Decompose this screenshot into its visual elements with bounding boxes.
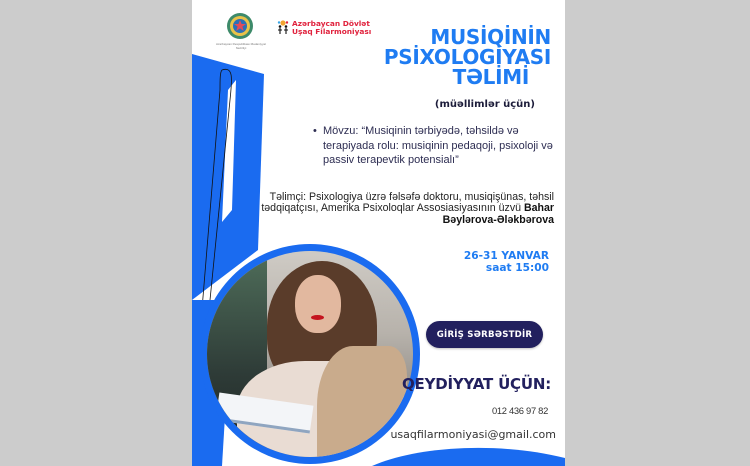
topic-text: Mövzu: “Musiqinin tərbiyədə, təhsildə və terapiyada rolu: musiqinin pedaqoji, psixoloji və passiv terapevtik potensialı” <box>323 125 553 166</box>
registration-email[interactable]: usaqfilarmoniyasi@gmail.com <box>390 428 556 441</box>
registration-phone[interactable]: 012 436 97 82 <box>491 405 548 416</box>
topic-block <box>312 124 557 168</box>
event-title <box>384 27 551 87</box>
state-emblem-icon <box>226 12 254 40</box>
event-time: saat 15:00 <box>485 262 549 275</box>
emblem-caption: Azərbaycan Respublikası Mədəniyyət Nazirliyi <box>215 42 267 50</box>
event-dates: 26-31 YANVAR <box>463 250 549 262</box>
trainer-photo-frame <box>200 244 420 464</box>
registration-heading: QEYDİYYAT ÜÇÜN: <box>402 375 551 393</box>
schedule <box>464 250 549 275</box>
title-line-1: MUSİQİNİN <box>430 25 551 49</box>
free-entry-badge: GİRİŞ SƏRBƏSTDİR <box>426 321 543 348</box>
title-line-2: PSİXOLOGİYASI <box>383 45 551 69</box>
philharmonic-logo <box>277 20 371 37</box>
bullet-icon: • <box>313 125 317 137</box>
title-line-3: TƏLİMİ <box>452 65 529 89</box>
trainer-name: Bahar Bəylərova-Ələkbərova <box>442 202 554 226</box>
trainer-photo <box>207 251 413 457</box>
event-poster <box>192 0 565 466</box>
trainer-description: Təlimçi: Psixologiya üzrə fəlsəfə doktoru, musiqişünas, təhsil tədqiqatçısı, Amerika Psixoloqlar Assosiasiyasının üzvü <box>261 191 554 215</box>
trainer-info <box>234 192 554 226</box>
audience-subtitle: (müəllimlər üçün) <box>434 99 535 110</box>
children-icon <box>277 20 289 36</box>
philharmonic-name-line2: Uşaq Filarmoniyası <box>292 27 372 37</box>
philharmonic-name-line1: Azərbaycan Dövlət <box>292 19 370 28</box>
